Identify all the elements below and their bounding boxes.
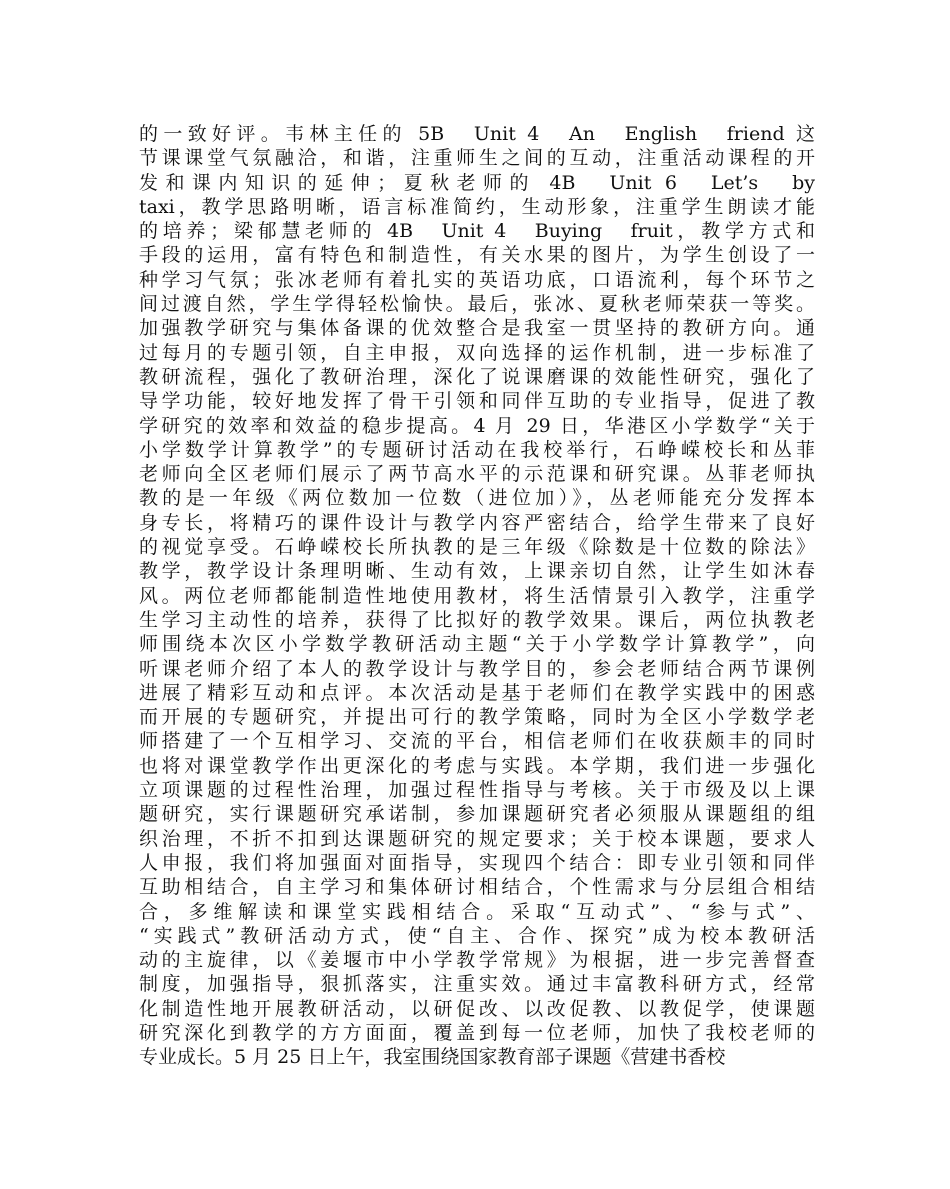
text-line: 教的是一年级《两位数加一位数（进位加）》，丛老师能充分发挥本	[139, 487, 815, 510]
text-line: 节课课堂气氛融洽，和谐，注重师生之间的互动，注重活动课程的开	[139, 147, 815, 170]
text-line: 师围绕本次区小学数学教研活动主题“关于小学数学计算教学”，向	[139, 633, 815, 656]
text-line: 的视觉享受。石峥嵘校长所执教的是三年级《除数是十位数的除法》	[139, 536, 815, 559]
text-line: 身专长，将精巧的课件设计与教学内容严密结合，给学生带来了良好	[139, 511, 815, 534]
text-line: 动的主旋律，以《姜堰市中小学教学常规》为根据，进一步完善督查	[139, 949, 815, 972]
text-line: taxi，教学思路明晰，语言标准简约，生动形象，注重学生朗读才能	[139, 195, 815, 218]
text-line: 专业成长。5 月 25 日上午，我室围绕国家教育部子课题《营建书香校	[139, 1046, 726, 1069]
text-line: 教研流程，强化了教研治理，深化了说课磨课的效能性研究，强化了	[139, 365, 815, 388]
text-line: 手段的运用，富有特色和制造性，有关水果的图片，为学生创设了一	[139, 244, 815, 267]
text-line: 老师向全区老师们展示了两节高水平的示范课和研究课。丛菲老师执	[139, 463, 815, 486]
text-line: 织治理，不折不扣到达课题研究的规定要求；关于校本课题，要求人	[139, 827, 815, 850]
text-line: 化制造性地开展教研活动，以研促改、以改促教、以教促学，使课题	[139, 997, 815, 1020]
text-line: 制度，加强指导，狠抓落实，注重实效。通过丰富教科研方式，经常	[139, 973, 815, 996]
text-line: 小学数学计算教学”的专题研讨活动在我校举行，石峥嵘校长和丛菲	[139, 438, 815, 461]
text-line: 生学习主动性的培养，获得了比拟好的教学效果。课后，两位执教老	[139, 608, 815, 631]
text-line: 立项课题的过程性治理，加强过程性指导与考核。关于市级及以上课	[139, 779, 815, 802]
text-line: 的培养；梁郁慧老师的 4B Unit 4 Buying fruit，教学方式和	[139, 220, 815, 243]
text-line: 发和课内知识的延伸；夏秋老师的 4B Unit 6 Let’s by	[139, 171, 815, 194]
text-line: 间过渡自然，学生学得轻松愉快。最后，张冰、夏秋老师荣获一等奖。	[139, 293, 815, 316]
text-line: 听课老师介绍了本人的教学设计与教学目的，参会老师结合两节课例	[139, 657, 815, 680]
text-line: 合，多维解读和课堂实践相结合。采取“互动式”、“参与式”、	[139, 900, 815, 923]
text-line: 过每月的专题引领，自主申报，双向选择的运作机制，进一步标准了	[139, 341, 815, 364]
text-line: 导学功能，较好地发挥了骨干引领和同伴互助的专业指导，促进了教	[139, 390, 815, 413]
text-line: 师搭建了一个互相学习、交流的平台，相信老师们在收获颇丰的同时	[139, 730, 815, 753]
text-line: 风。两位老师都能制造性地使用教材，将生活情景引入教学，注重学	[139, 584, 815, 607]
text-line: 研究深化到教学的方方面面，覆盖到每一位老师，加快了我校老师的	[139, 1021, 815, 1044]
text-line: 而开展的专题研究，并提出可行的教学策略，同时为全区小学数学老	[139, 706, 815, 729]
text-line: 加强教学研究与集体备课的优效整合是我室一贯坚持的教研方向。通	[139, 317, 815, 340]
text-line: 题研究，实行课题研究承诺制，参加课题研究者必须服从课题组的组	[139, 803, 815, 826]
text-line: 也将对课堂教学作出更深化的考虑与实践。本学期，我们进一步强化	[139, 754, 815, 777]
text-line: 教学，教学设计条理明晰、生动有效，上课亲切自然，让学生如沐春	[139, 560, 815, 583]
body-text	[139, 122, 815, 1070]
text-line: 人申报，我们将加强面对面指导，实现四个结合：即专业引领和同伴	[139, 851, 815, 874]
text-line: 学研究的效率和效益的稳步提高。4 月 29 日，华港区小学数学“关于	[139, 414, 815, 437]
text-line: 的一致好评。韦林主任的 5B Unit 4 An English friend 这	[139, 123, 815, 145]
text-line: “实践式”教研活动方式，使“自主、合作、探究”成为校本教研活	[139, 924, 815, 947]
text-line: 互助相结合，自主学习和集体研讨相结合，个性需求与分层组合相结	[139, 876, 815, 899]
text-line: 进展了精彩互动和点评。本次活动是基于老师们在教学实践中的困惑	[139, 681, 815, 704]
text-line: 种学习气氛；张冰老师有着扎实的英语功底，口语流利，每个环节之	[139, 268, 815, 291]
